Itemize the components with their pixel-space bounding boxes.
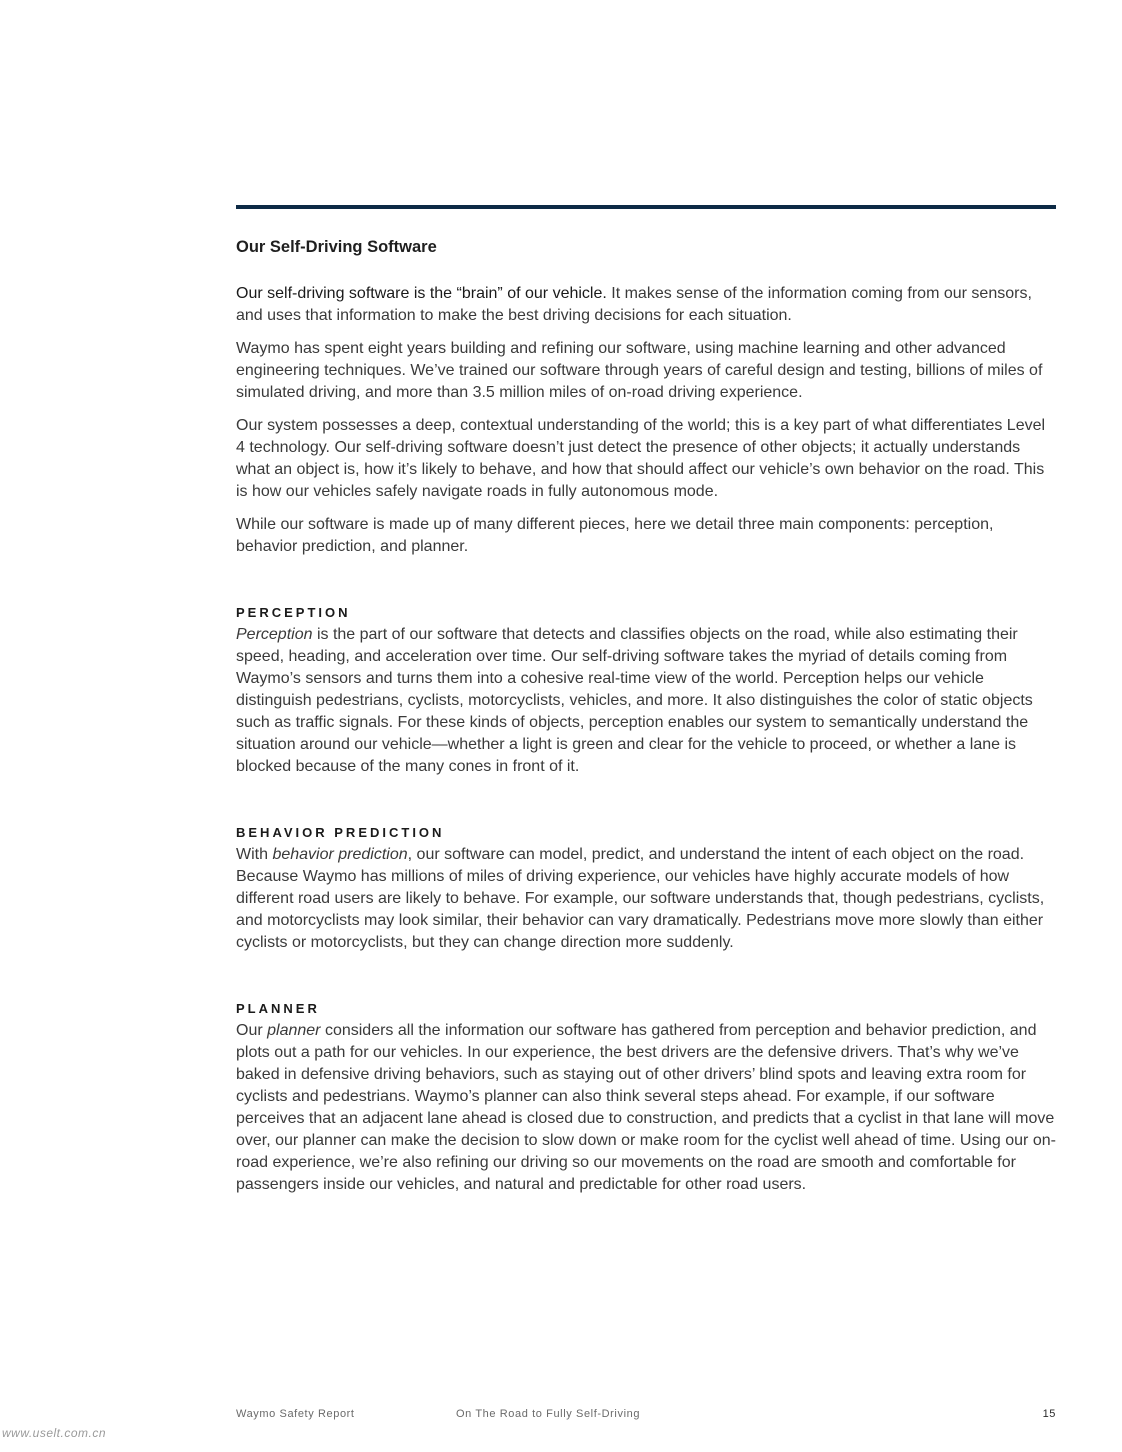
planner-section [236,1000,1056,1196]
perception-text: is the part of our software that detects and classifies objects on the road, while also estimating their speed, heading, and acceleration over time. Our self-driving software takes the myriad of details coming from Waymo’s sensors and turns them into a cohesive real-time view of the world. Perception helps our vehicle distinguish pedestrians, cyclists, motorcyclists, vehicles, and more. It also distinguishes the color of static objects such as traffic signals. For these kinds of objects, perception enables our system to semantically understand the situation around our vehicle—whether a light is green and clear for the vehicle to proceed, or whether a lane is blocked because of the many cones in front of it. [236,626,1033,775]
footer-report-name: Waymo Safety Report [236,1408,355,1420]
footer-chapter: On The Road to Fully Self-Driving [456,1408,641,1420]
section-top-rule [236,205,1056,209]
behavior-prediction-section [236,824,1056,954]
intro-paragraph-4: While our software is made up of many different pieces, here we detail three main components: perception, behavior prediction, and planner. [236,516,994,555]
planner-term: planner [267,1022,321,1039]
intro-paragraph-2: Waymo has spent eight years building and refining our software, using machine learning and other advanced engineering techniques. We’ve trained our software through years of careful design and testing, billions of miles of simulated driving, and more than 3.5 million miles of on-road driving experience. [236,340,1043,401]
main-content [236,236,1056,1207]
behavior-prediction-term: behavior prediction [272,846,408,863]
planner-text: considers all the information our software has gathered from perception and behavior prediction, and plots out a path for our vehicles. In our experience, the best drivers are the defensive drivers. That’s why we’ve baked in defensive driving behaviors, such as staying out of other drivers’ blind spots and leaving extra room for cyclists and pedestrians. Waymo’s planner can also think several steps ahead. For example, if our software perceives that an adjacent lane ahead is closed due to construction, and predicts that a cyclist in that lane will move over, our planner can make the decision to slow down or make room for the cyclist well ahead of time. Using our on-road experience, we’re also refining our driving so our movements on the road are smooth and comfortable for passengers inside our vehicles, and natural and predictable for other road users. [236,1022,1056,1193]
perception-section [236,604,1056,778]
behavior-prediction-pre: With [236,846,273,863]
perception-heading: PERCEPTION [236,605,351,620]
perception-term: Perception [236,626,313,643]
page-number: 15 [1042,1408,1056,1420]
planner-pre: Our [236,1022,268,1039]
section-title: Our Self-Driving Software [236,238,437,256]
perception-body [236,624,1056,778]
behavior-prediction-heading: BEHAVIOR PREDICTION [236,825,445,840]
intro-paragraph-1 [236,283,1056,327]
watermark: www.uselt.com.cn [2,1426,107,1440]
intro-paragraph-3: Our system possesses a deep, contextual understanding of the world; this is a key part of what differentiates Level 4 technology. Our self-driving software doesn’t just detect the presence of other objects; it actually understands what an object is, how it’s likely to behave, and how that should affect our vehicle’s own behavior on the road. This is how our vehicles safely navigate roads in fully autonomous mode. [236,417,1046,500]
planner-heading: PLANNER [236,1001,320,1016]
behavior-prediction-body [236,844,1056,954]
planner-body [236,1020,1056,1196]
intro-lead-bold: Our self-driving software is the “brain” of our vehicle. [236,285,607,302]
behavior-prediction-text: , our software can model, predict, and understand the intent of each object on the road. Because Waymo has millions of miles of driving experience, our vehicles have highly accurate models of how different road users are likely to behave. For example, our software understands that, though pedestrians, cyclists, and motorcyclists may look similar, their behavior can vary dramatically. Pedestrians move more slowly than either cyclists or motorcyclists, but they can change direction more suddenly. [236,846,1045,951]
intro-lead-rest: It makes sense of the information coming from our sensors, and uses that information to make the best driving decisions for each situation. [236,285,1032,324]
page-footer [236,1408,1056,1424]
